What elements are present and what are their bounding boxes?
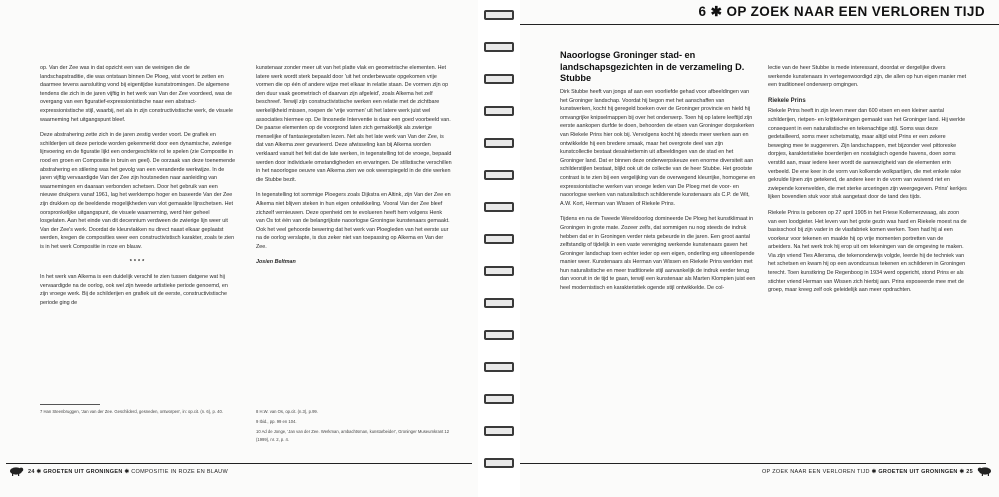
binding-ring — [484, 234, 514, 244]
footer-left — [28, 469, 228, 475]
section-separator: **** — [129, 259, 147, 266]
binding-ring — [484, 330, 514, 340]
footer-book-title: GROETEN UIT GRONINGEN — [43, 469, 123, 475]
author-signature: Josien Beltman — [256, 259, 296, 266]
footnote: 8 H.W. van Os, op.cit. (n.3), p.99. — [256, 409, 318, 414]
right-column-2 — [768, 64, 968, 458]
paragraph: In tegenstelling tot sommige Ploegers zoals Dijkstra en Altink, zijn Van der Zee en Alkema niet blijven steken in hun eigen ontwikkeling. Vooral Van der Zee bleef zichzelf vernieuwen. Deze openheid om te evolueren heeft hem volgens Henk van Os tot één van de belangrijkste naoorlogse Groningse kunstenaars gemaakt. Ook het veel gehoorde bewering dat het werk van Ploegleden van het eerste uur na de oorlog verslapte, is dus zeker niet van toepassing op Alkema en Van der Zee. — [256, 192, 451, 250]
binding-ring — [484, 106, 514, 116]
footer-rule — [6, 463, 472, 464]
footer-rule — [520, 463, 986, 464]
header-rule — [520, 24, 999, 25]
left-page — [0, 0, 478, 497]
binding-ring — [484, 74, 514, 84]
paragraph: lectie van de heer Stubbe is mede interessant, doordat er dergelijke divers werkende kunstenaars in vertegenwoordigd zijn, die allen op hun eigen manier met een traditioneel onderwerp omgingen. — [768, 65, 967, 89]
paragraph: kunstenaar zonder meer uit van het platte vlak en geometrische elementen. Het latere werk wordt sterk bepaald door 'uit het onderbewuste opgekomen vrije vormen die op één of andere wijze met elkaar in relatie staan. De vormen zijn op den duur vaak geometrisch of daarvan zijn afgeleid', zoals Alkema het zelf beschreef. Terwijl zijn constructivistische werken een relatie met de zichtbare werkelijkheid missen, roepen de 'vrije vormen' uit het latere werk juist wel associaties hiermee op. De linosnede Interventie is daar een goed voorbeeld van. De paarse elementen op de voorgrond laten zich gemakkelijk als zwierige menselijke of fantasiegestalten lezen. Net als het late werk van Van der Zee, is dat van Alkema zeer gevarieerd. Deze afwisseling kan bij Alkema worden verklaard vanuit het feit dat de late werken, in tegenstelling tot de vroege, bepaald werden door individuele omstandigheden en ervaringen. De stilistische verschillen in het naoorlogse oeuvre van Alkema zien we ook weerspiegeld in de drie werken die Stubbe bezit. — [256, 65, 452, 183]
footer-chapter: OP ZOEK NAAR EEN VERLOREN TIJD — [761, 469, 870, 475]
sheep-icon — [8, 466, 24, 476]
footnotes-right — [256, 408, 452, 446]
binding-ring — [484, 138, 514, 148]
binding-ring — [484, 266, 514, 276]
right-page — [520, 0, 999, 497]
footer-separator: ✱ — [871, 469, 879, 475]
footer-chapter: COMPOSITIE IN ROZE EN BLAUW — [131, 469, 228, 475]
article-title: Naoorlogse Groninger stad- en landschapsgezichten in de verzameling D. Stubbe — [560, 50, 745, 83]
chapter-title: 6 ✱ OP ZOEK NAAR EEN VERLOREN TIJD — [698, 4, 985, 19]
footnote: 9 Ibid., pp. 99 en 104. — [256, 419, 297, 424]
binding-ring — [484, 362, 514, 372]
footer-book-title: GROETEN UIT GRONINGEN — [878, 469, 958, 475]
page-number: 25 — [966, 469, 973, 475]
right-column-1 — [560, 88, 756, 458]
sheep-icon — [977, 466, 993, 476]
binding-ring — [484, 458, 514, 468]
paragraph: Deze abstrahering zette zich in de jaren zestig verder voort. De grafiek en schilderijen uit deze periode worden gekenmerkt door een dynamische, zwierige lijnvoering en de figuratie lijkt een ondergeschikte rol te spelen (zie Compositie in rood en groen en Compositie in bruin en geel). De oorzaak van deze toenemende abstrahering en stilering was het gevolg van een veranderde werkwijze. In de jaren vijftig vervaardigde Van der Zee zijn houtsneden naar aanleiding van waarnemingen en daaraan verbonden schetsen. Door het gebruik van een nieuwe drukpers vanaf 1961, lag het werktempo hoger en baseerde Van der Zee zijn drukken op de beeldende mogelijkheden van vlot gemaakte lijnschetsen. Het oorspronkelijke uitgangspunt, de visuele waarneming, werd hier geheel losgelaten. Aan het einde van dit decennium verdween de zwierige lijn weer uit Van der Zee's werk. Doordat de kleurvlakken nu direct naast elkaar geplaatst werden, kregen de composities weer een constructivistisch karakter, zoals te zien is in het werk Compositie in roze en blauw. — [40, 132, 236, 250]
binding-ring — [484, 394, 514, 404]
paragraph: Riekele Prins is geboren op 27 april 1905 in het Friese Kollemerzwaag, als zoon van een loodgieter. Het leven van het grote gezin was hard en Riekele moest na de basisschool bij zijn vader in de vlasfabriek komen werken. Toen had hij al een voorkeur voor tekenen en maakte hij op vrije momenten portretten van de arbeiders. Na het werk trok hij erop uit om tekeningen van de omgeving te maken. Via zijn vriend Ties Allersma, die tekenonderwijs volgde, leerde hij de techniek van het schetsen en kwam hij op een avondcursus tekenen en schilderen in Groningen terecht. Toen kunstkring De Regenboog in 1934 werd opgericht, stond Prins er als stichter vriend Herman van Wissen zich hierbij aan. Prins exposeerde mee met de groep, maar kreeg zelf ook geleidelijk aan meer opdrachten. — [768, 209, 967, 294]
footer-right — [762, 469, 973, 475]
binding-ring — [484, 426, 514, 436]
binding-ring — [484, 202, 514, 212]
paragraph: Riekele Prins heeft in zijn leven meer dan 600 etsen en een kleiner aantal schilderijen, rietpen- en krijttekeningen gemaakt van het Groninger land. Hij werkte consequent in een naturalistische en tekenachtige stijl. Soms was deze gedetailleerd, soms meer schetsmatig, maar altijd wist Prins er een zekere beweging mee te suggereren. Zijn landschappen, met bijzonder veel pittoreske dorpjes, karakteristieke boerderijen en nostalgisch ogende havens, doen soms verstild aan, maar iedere keer wordt de aanwezigheid van de elementen erin verbeeld. De ene keer in de vorm van kolkende wolkpartijen, die met enkele rake gekrulde lijnen zijn getekend, de andere keer in de vorm van wuivend riet en zwiepende korenvelden, die met sterke arceringen zijn weergegeven. Prins' kerkjes lijken bovendien stuk voor stuk aangetast door de tand des tijds. — [768, 108, 967, 201]
footnotes-left — [40, 408, 236, 418]
footer-separator: ✱ — [124, 469, 132, 475]
footnote-rule — [40, 404, 100, 405]
binding-ring — [484, 42, 514, 52]
binding-ring — [484, 10, 514, 20]
footnote: 7 Han Steenbruggen, 'Jan van der Zee. Geschilderd, gesneden, ontworpen', in: op.cit. (n. 6), p. 40. — [40, 409, 223, 414]
section-heading: Riekele Prins — [768, 97, 806, 104]
footnote: 10 Ad de Jonge, 'Jan van der Zee. Werkman, ambachtsman, kunstarbeider', Groninger Museumkrant 12 (1999), nr. 2, p. 4. — [256, 429, 450, 442]
left-column-1 — [40, 64, 236, 404]
paragraph: op. Van der Zee was in dat opzicht een van de weinigen die de landschapstraditie, die was ontstaan binnen De Ploeg, wist voort te zetten en daarmee tevens aansluiting vond bij eigentijdse kunststromingen. De algemene tendens die zich in de jaren vijftig in het werk van Van der Zee voordeed, was de overgang van een figuratief-expressionistische naar een abstract-expressionistische stijl, waarbij, net als in zijn constructivistische werk, de visuele waarneming het uitgangspunt bleef. — [40, 65, 233, 123]
binding-ring — [484, 170, 514, 180]
binding-ring — [484, 298, 514, 308]
footer-separator: ✱ — [36, 469, 44, 475]
left-column-2 — [256, 64, 452, 404]
paragraph: Tijdens en na de Tweede Wereldoorlog domineerde De Ploeg het kunstklimaat in Groningen in grote mate. Zozeer zelfs, dat sommigen nu nog steeds de indruk hebben dat er in Groningen verder niets gebeurde in die jaren. Een groot aantal zelfstandig of tijdelijk in een vaste vereniging werkende kunstenaars gaven het Groninger landschap toen echter ieder op een eigen, onderling erg uiteenlopende manier weer. Kunstenaars als Herman van Wissen en Riekele Prins werkten met hun naturalistische en meer traditionele stijl aanvankelijk de indruk eerder terug dan vooruit in de tijd te gaan, terwijl een kunstenaar als Marten Klompien juist een heel modernistisch en karakteristiek ogende stijl ontwikkelde. De col- — [560, 216, 756, 292]
paragraph: In het werk van Alkema is een duidelijk verschil te zien tussen datgene wat hij vervaardigde na de oorlog, ook wel zijn tweede artistieke periode genoemd, en zijn vroege werk. Bij de schilderijen en grafiek uit de eerste, constructivistische periode ging de — [40, 274, 228, 306]
page-number: 24 — [28, 469, 35, 475]
footer-separator: ✱ — [959, 469, 967, 475]
paragraph: Dirk Stubbe heeft van jongs af aan een voorliefde gehad voor afbeeldingen van het Groninger landschap. Voordat hij begon met het aanschaffen van kunstwerken, kocht hij geregeld boeken over de Groninger provincie en hield hij omvangrijke knipselmappen bij over het onderwerp. Toen hij op latere leeftijd zijn eerste aankopen durfde te doen, behoorden de etsen van Groninger dorpskerken van Riekele Prins hier ook bij. Vervolgens kocht hij steeds meer werken aan en ontwikkelde hij een bredere smaak, maar het overgrote deel van zijn kunstcollectie bestaat desalniettemin uit afbeeldingen van de stad en het Groninger land. Dat er binnen deze onderwerpskeuze een enorme diversiteit aan schilderstijlen bestaat, blijkt ook uit de collectie van de heer Stubbe. Het grootste contrast is te zien bij een vergelijking van de overwegend kleurrijke, homogene en expressionistische werken van vroege leden van De Ploeg met de voor- en naoorlogse werken van naturalistisch schilderende kunstenaars als C.P. de Wit, A.W. Kort, Herman van Wissen of Riekele Prins. — [560, 89, 756, 207]
